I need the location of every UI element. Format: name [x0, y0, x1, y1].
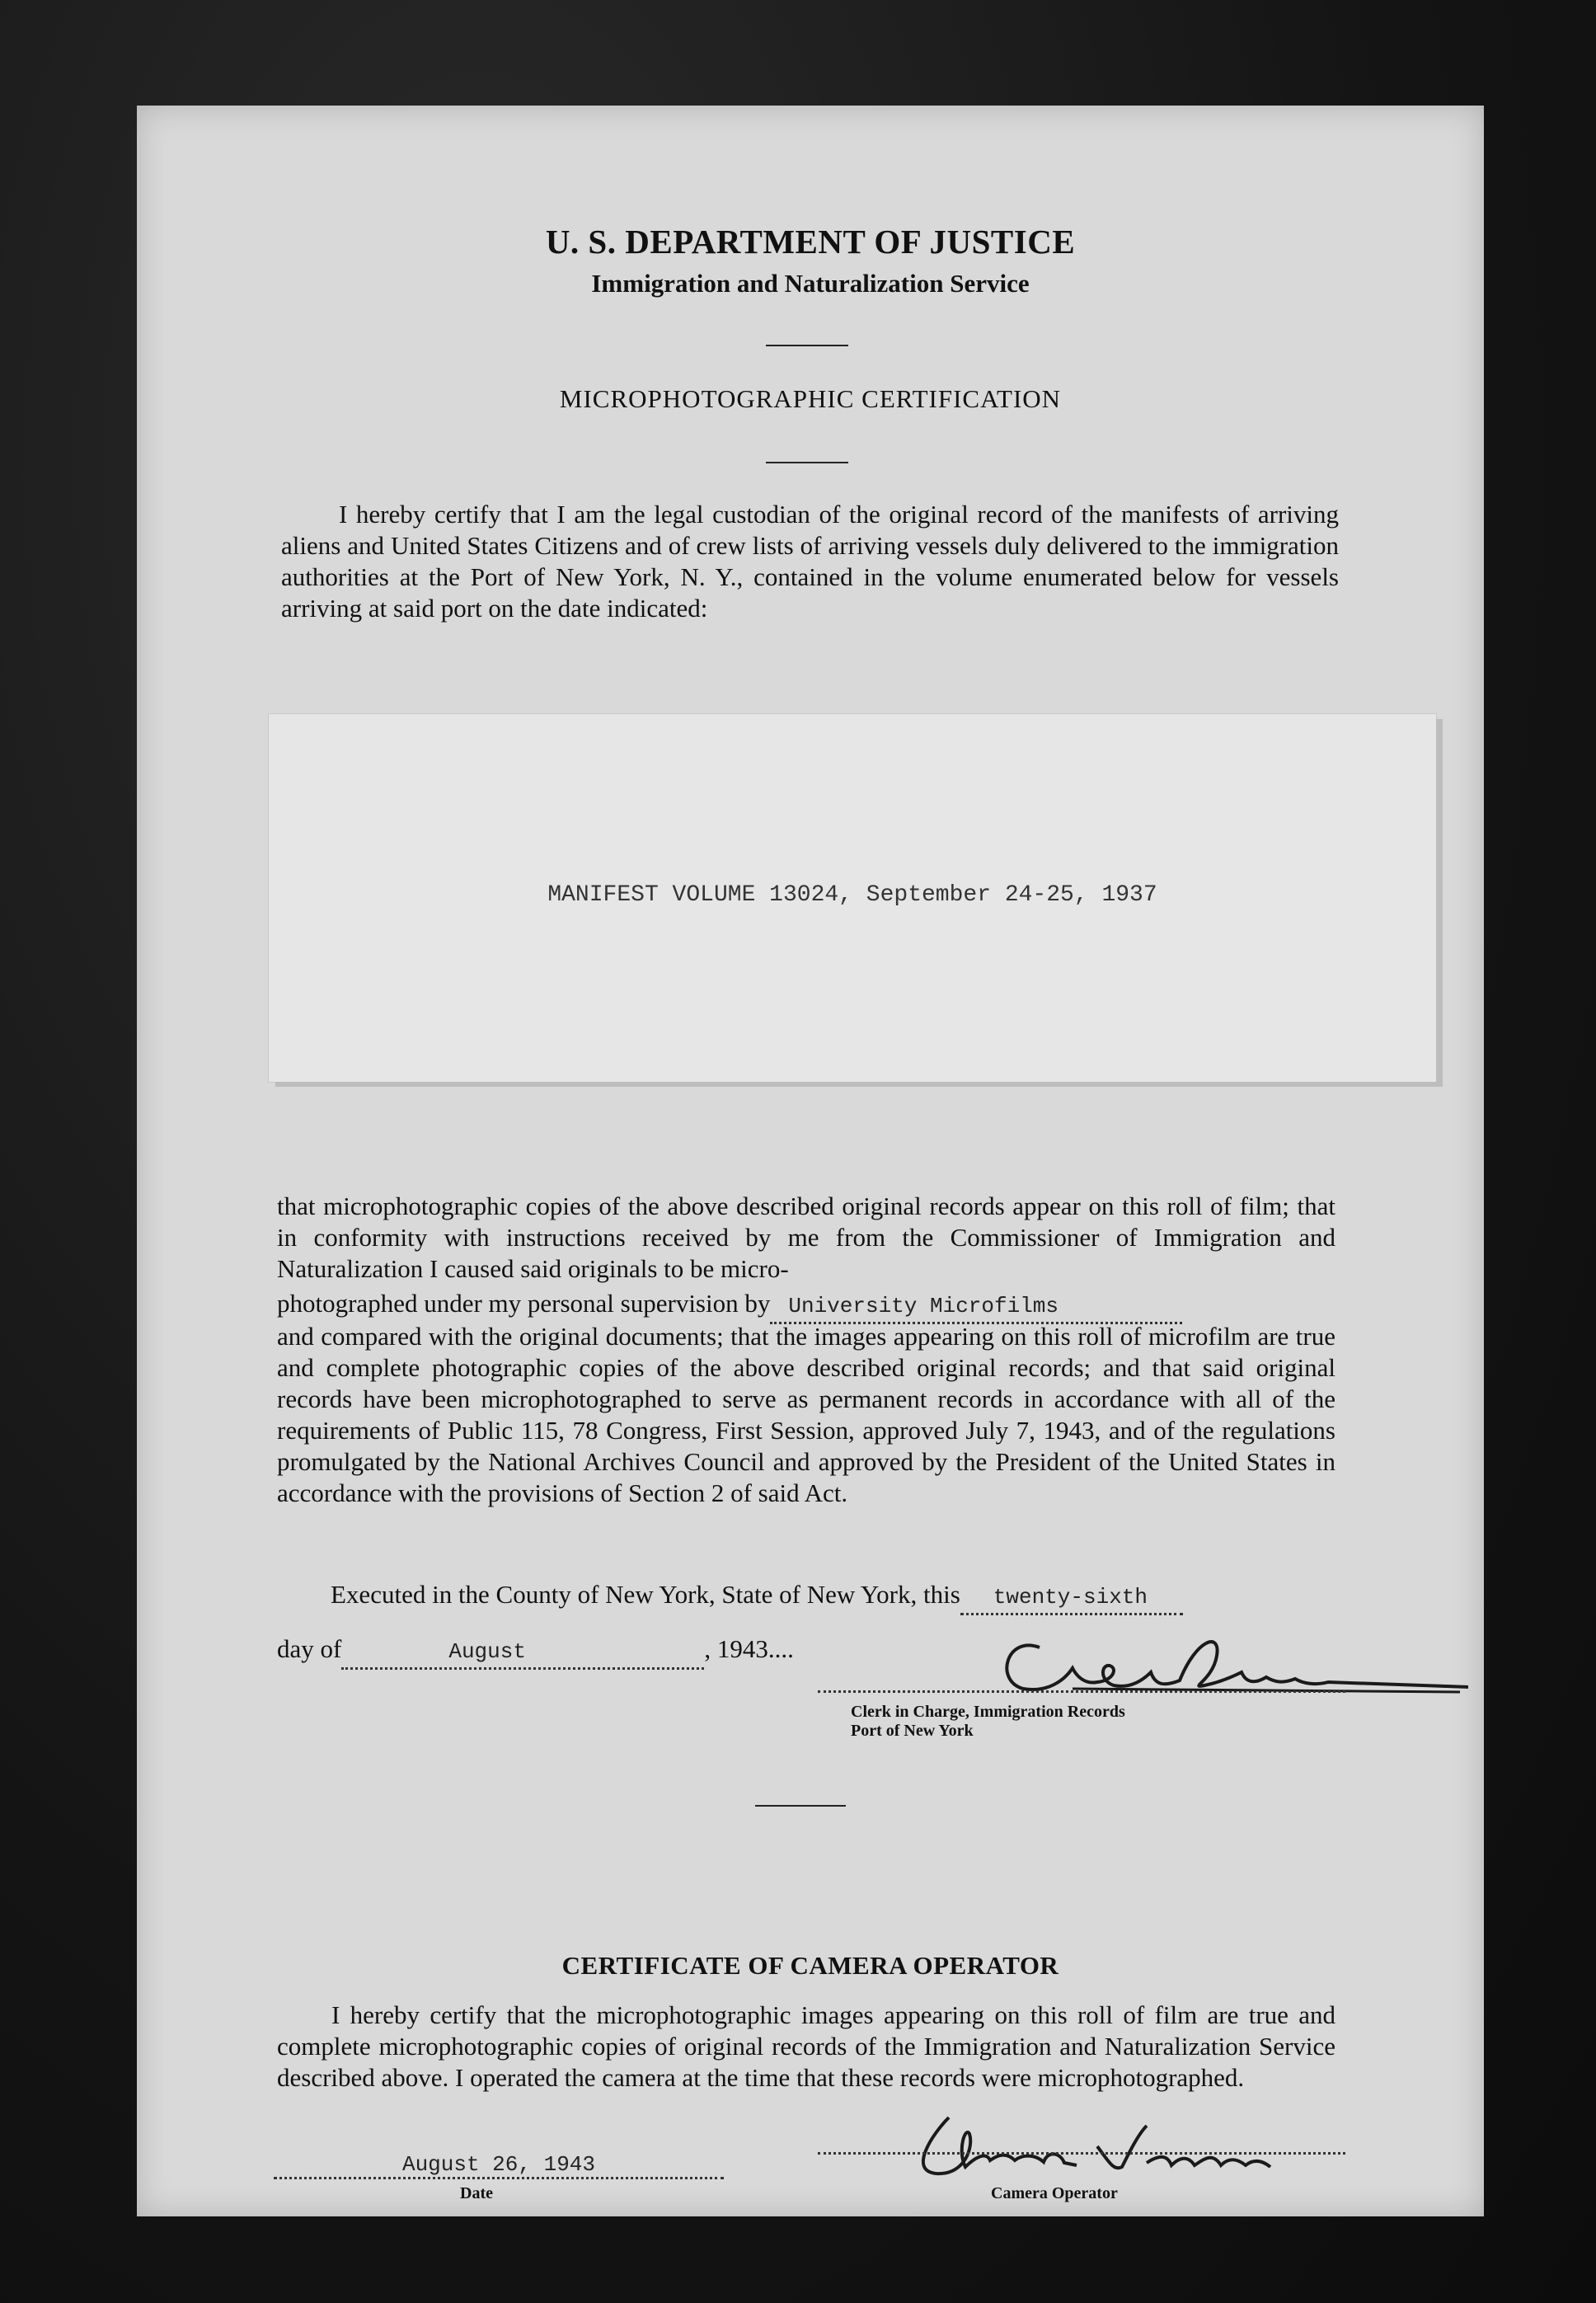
filmed-by-typed: University Microfilms — [788, 1294, 1059, 1318]
filmed-by-prefix: photographed under my personal supervision by — [277, 1289, 771, 1318]
year-prefix: , 194 — [704, 1634, 756, 1663]
camera-date-typed: August 26, 1943 — [401, 2152, 596, 2177]
year-typed: 3 — [755, 1634, 768, 1663]
certification-title: MICROPHOTOGRAPHIC CERTIFICATION — [559, 384, 1062, 413]
clerk-signature-line — [818, 1690, 1345, 1693]
executed-line — [331, 1579, 1336, 1615]
clerk-title-line2: Port of New York — [851, 1722, 974, 1740]
camera-certificate-text: I hereby certify that the microphotographic images appearing on this roll of film are true and complete microphotographic copies of original records of the Immigration and Naturalization Service described above. I operated the camera at the time that these records were microphotographed. — [277, 2000, 1335, 2092]
day-of-line: day of August , 1943.... — [277, 1633, 936, 1670]
clerk-signature — [908, 1623, 1485, 1705]
operator-label: Camera Operator — [991, 2184, 1118, 2202]
date-line — [274, 2152, 724, 2179]
operator-signature — [875, 2101, 1369, 2183]
day-of-label: day of — [277, 1634, 342, 1663]
divider-top — [766, 345, 848, 346]
operator-signature-line — [818, 2152, 1345, 2155]
body-paragraph-part1: that microphotographic copies of the above described original records appear on this roll of film; that in conformity with instructions received by me from the Commissioner of Immigration and Naturalization I caused said originals to be micro- — [277, 1191, 1335, 1283]
department-heading: U. S. DEPARTMENT OF JUSTICE — [545, 223, 1076, 261]
manifest-volume-text: MANIFEST VOLUME 13024, September 24-25, 1937 — [547, 882, 1157, 908]
executed-day-typed: twenty-sixth — [993, 1585, 1148, 1610]
manifest-slip — [269, 714, 1436, 1082]
divider-middle — [766, 462, 848, 463]
camera-certificate-title: CERTIFICATE OF CAMERA OPERATOR — [561, 1951, 1059, 1980]
filmed-by-line — [277, 1288, 1335, 1324]
certification-page — [137, 106, 1484, 2216]
body-paragraph-part3: and compared with the original documents; that the images appearing on this roll of microfilm are true and complete photographic copies of the above described original records; and that said original records have been microphotographed to serve as permanent records in accordance with all of the requirements of Public 115, 78 Congress, First Session, approved July 7, 1943, and of the regulations promulgated by the National Archives Council and approved by the President of the United States in accordance with the provisions of Section 2 of said Act. — [277, 1322, 1335, 1507]
executed-month-typed: August — [448, 1639, 526, 1664]
executed-prefix: Executed in the County of New York, State of New York, this — [331, 1580, 960, 1609]
clerk-title-line1: Clerk in Charge, Immigration Records — [851, 1703, 1125, 1721]
service-subheading: Immigration and Naturalization Service — [591, 269, 1030, 298]
date-label: Date — [460, 2184, 493, 2202]
divider-bottom — [755, 1805, 846, 1807]
intro-paragraph: I hereby certify that I am the legal custodian of the original record of the manifests of arriving aliens and United States Citizens and of crew lists of arriving vessels duly delivered to the immigration authorities at the Port of New York, N. Y., contained in the volume enumerated below for vessels arriving at said port on the date indicated: — [281, 500, 1339, 623]
